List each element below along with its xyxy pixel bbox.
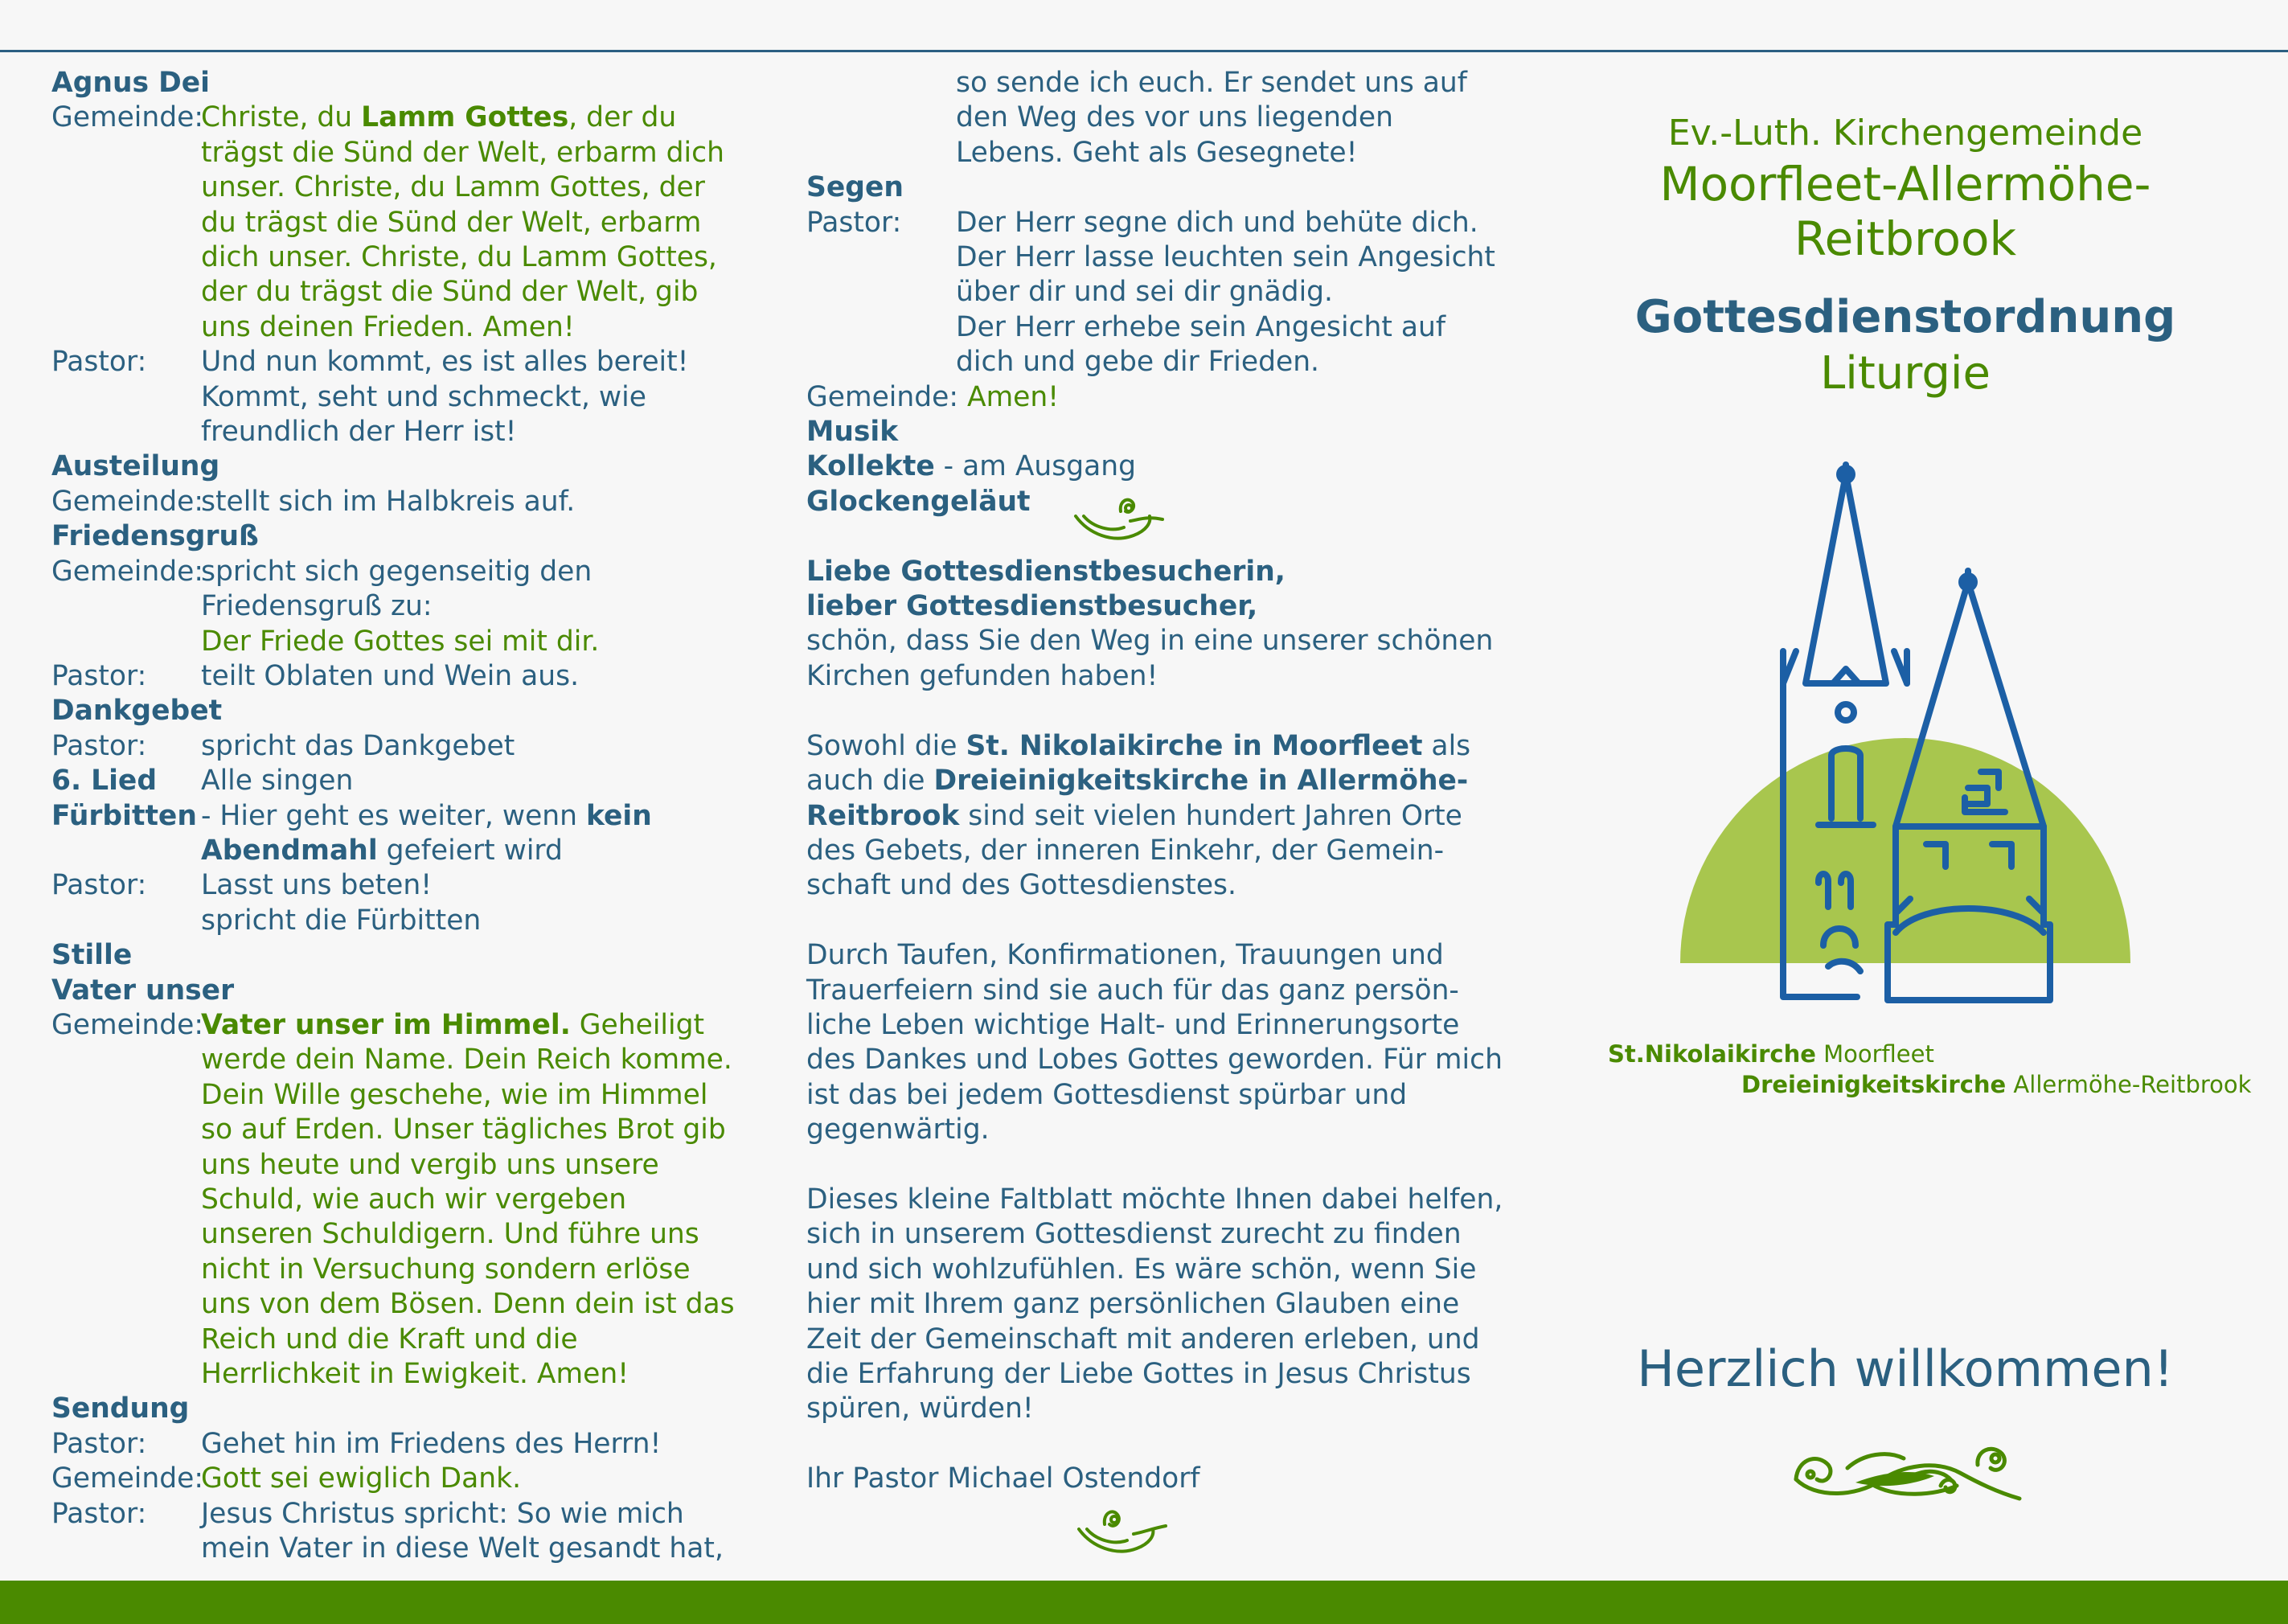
caption-bold: St.Nikolaikirche (1608, 1040, 1816, 1068)
section-heading-lied: 6. Lied (51, 765, 158, 798)
paragraph-4-line: spüren, würden! (806, 1392, 1034, 1425)
speaker-label: Pastor: (806, 206, 902, 239)
speaker-label: Pastor: (51, 346, 147, 379)
fuerbitten-pastor-text: Lasst uns beten! (201, 869, 433, 902)
friedensgruss-row (51, 555, 775, 589)
friedensgruss-green: Der Friede Gottes sei mit dir. (201, 625, 600, 658)
paragraph-4-line: hier mit Ihrem ganz persönlichen Glauben eine (806, 1288, 1460, 1321)
agnus-text-part: , der du (568, 101, 677, 134)
speaker-label: Gemeinde: (51, 555, 203, 588)
paragraph-3-line: gegenwärtig. (806, 1113, 990, 1146)
section-heading-segen: Segen (806, 171, 904, 204)
paragraph-4-line: Zeit der Gemeinschaft mit anderen erleben, und (806, 1323, 1480, 1355)
vater-unser-line: werde dein Name. Dein Reich komme. (201, 1044, 732, 1077)
welcome-text: Herzlich willkommen! (1637, 1339, 2174, 1398)
vater-unser-line: so auf Erden. Unser tägliches Brot gib (201, 1113, 726, 1146)
section-heading-fuerbitten: Fürbitten (51, 799, 197, 832)
speaker-label: Gemeinde: (51, 1008, 203, 1041)
parish-label: Ev.-Luth. Kirchengemeinde (1667, 113, 2143, 154)
fuerbitten-line (51, 834, 775, 868)
section-heading-stille: Stille (51, 939, 133, 972)
dankgebet-row (51, 729, 775, 764)
vater-unser-line: unseren Schuldigern. Und führe uns (201, 1218, 699, 1251)
paragraph-4-line: und sich wohlzufühlen. Es wäre schön, wenn Sie (806, 1253, 1477, 1286)
greeting-text-line: schön, dass Sie den Weg in eine unserer schönen (806, 625, 1494, 658)
p2-part: auch die (806, 765, 934, 798)
vater-unser-row (51, 1008, 775, 1043)
fuerbitten-pastor-line: spricht die Fürbitten (201, 904, 482, 937)
section-heading-musik: Musik (806, 416, 899, 449)
vater-unser-line: uns heute und vergib uns unsere (201, 1148, 659, 1181)
caption-bold: Dreieinigkeitskirche (1741, 1071, 2007, 1098)
section-heading-dankgebet: Dankgebet (51, 695, 223, 728)
agnus-line: dich unser. Christe, du Lamm Gottes, (201, 241, 717, 274)
pastor-line: freundlich der Herr ist! (201, 416, 517, 449)
fuerbitten-text-bold: kein (586, 799, 652, 832)
friedensgruss-line: Friedensgruß zu: (201, 590, 433, 623)
church-logo-icon (1680, 441, 2130, 1019)
speaker-label: Gemeinde: (51, 485, 203, 518)
sendung-gemeinde-row (51, 1462, 775, 1496)
segen-line: über dir und sei dir gnädig. (956, 276, 1334, 309)
flourish-ornament-icon (1072, 492, 1166, 550)
segen-line: Der Herr erhebe sein Angesicht auf (956, 310, 1446, 343)
agnus-row (51, 100, 775, 135)
vater-unser-bold: Vater unser im Himmel. (201, 1008, 571, 1041)
sendung-gemeinde-text: Gott sei ewiglich Dank. (201, 1462, 522, 1495)
sendung-pastor2-text: Jesus Christus spricht: So wie mich (201, 1497, 684, 1530)
bottom-bar (0, 1581, 2288, 1624)
paragraph-4-line: die Erfahrung der Liebe Gottes in Jesus Christus (806, 1357, 1471, 1390)
greeting-text-line: Kirchen gefunden haben! (806, 659, 1158, 692)
paragraph-4-line: Dieses kleine Faltblatt möchte Ihnen dabei helfen, (806, 1183, 1503, 1216)
segen-row (806, 206, 1514, 240)
p2-part: sind seit vielen hundert Jahren Orte (959, 799, 1462, 832)
vater-unser-line: Reich und die Kraft und die (201, 1323, 578, 1355)
caption-rest: Allermöhe-Reitbrook (2006, 1071, 2252, 1098)
greeting-line-1: Liebe Gottesdienstbesucherin, (806, 555, 1285, 588)
agnus-line: der du trägst die Sünd der Welt, gib (201, 276, 699, 309)
paragraph-2-line (806, 764, 1514, 798)
amen-row (806, 380, 1514, 415)
speaker-label: Pastor: (51, 729, 147, 762)
top-rule (0, 50, 2288, 52)
segen-line: Der Herr lasse leuchten sein Angesicht (956, 241, 1495, 274)
sendung-pastor2-row (51, 1497, 775, 1532)
section-heading-glockengelaeut: Glockengeläut (806, 485, 1031, 518)
sendung-pastor-text: Gehet hin im Friedens des Herrn! (201, 1427, 662, 1460)
church-caption-1 (1608, 1040, 1934, 1068)
section-heading-agnus-dei: Agnus Dei (51, 67, 210, 99)
sendung-pastor-row (51, 1427, 775, 1462)
p2-bold: Dreieinigkeitskirche in Allermöhe- (933, 765, 1469, 798)
vater-unser-line: Herrlichkeit in Ewigkeit. Amen! (201, 1358, 629, 1391)
austeilung-row (51, 485, 775, 519)
page-title: Gottesdienstordnung (1634, 291, 2176, 343)
segen-text: Der Herr segne dich und behüte dich. (956, 206, 1478, 239)
lied-text: Alle singen (201, 765, 354, 798)
continuation-line: Lebens. Geht als Gesegnete! (956, 136, 1358, 169)
agnus-text-part: Christe, du (201, 101, 362, 134)
fuerbitten-text (201, 799, 775, 834)
vater-unser-part: Geheiligt (570, 1008, 705, 1041)
austeilung-text: stellt sich im Halbkreis auf. (201, 485, 576, 518)
continuation-line: so sende ich euch. Er sendet uns auf (956, 67, 1467, 99)
speaker-label: Pastor: (51, 869, 147, 902)
section-heading-kollekte: Kollekte (806, 450, 935, 483)
speaker-label: Pastor: (51, 1497, 147, 1530)
paragraph-4-line: sich in unserem Gottesdienst zurecht zu finden (806, 1218, 1462, 1251)
paragraph-3-line: liche Leben wichtige Halt- und Erinnerungsorte (806, 1008, 1460, 1041)
vater-unser-text (201, 1008, 775, 1043)
section-heading-vater-unser: Vater unser (51, 974, 235, 1007)
fuerbitten-text-part: gefeiert wird (377, 834, 563, 867)
caption-rest: Moorfleet (1815, 1040, 1934, 1068)
vater-unser-line: uns von dem Bösen. Denn dein ist das (201, 1288, 735, 1321)
pastor-signature: Ihr Pastor Michael Ostendorf (806, 1462, 1200, 1495)
flourish-ornament-icon (1791, 1436, 2024, 1508)
pastor-row (51, 345, 775, 379)
paragraph-2-line: schaft und des Gottesdienstes. (806, 869, 1236, 902)
agnus-line: unser. Christe, du Lamm Gottes, der (201, 171, 705, 204)
greeting-line-2: lieber Gottesdienstbesucher, (806, 590, 1258, 623)
amen-text: Amen! (966, 380, 1060, 413)
agnus-text-bold: Lamm Gottes (361, 101, 569, 134)
section-heading-sendung: Sendung (51, 1392, 190, 1425)
section-heading-friedensgruss: Friedensgruß (51, 520, 259, 553)
pastor-line: Kommt, seht und schmeckt, wie (201, 380, 646, 413)
paragraph-2-line (806, 729, 1514, 764)
p2-bold: St. Nikolaikirche in Moorfleet (966, 729, 1423, 762)
continuation-line: den Weg des vor uns liegenden (956, 101, 1393, 134)
speaker-label: Gemeinde: (806, 380, 967, 413)
church-caption-2 (1741, 1071, 2251, 1098)
paragraph-3-line: ist das bei jedem Gottesdienst spürbar und (806, 1078, 1408, 1111)
kollekte-row (806, 449, 1514, 484)
speaker-label: Gemeinde: (51, 101, 203, 134)
p2-part: Sowohl die (806, 729, 966, 762)
fuerbitten-text-part: - Hier geht es weiter, wenn (201, 799, 587, 832)
parish-name: Moorfleet-Allermöhe-Reitbrook (1659, 157, 2151, 266)
paragraph-3-line: Durch Taufen, Konfirmationen, Trauungen und (806, 939, 1444, 972)
liturgy-column-1 (51, 66, 775, 1566)
agnus-line: du trägst die Sünd der Welt, erbarm (201, 206, 702, 239)
vater-unser-line: Schuld, wie auch wir vergeben (201, 1183, 627, 1216)
speaker-label: Pastor: (51, 1427, 147, 1460)
section-heading-austeilung: Austeilung (51, 450, 220, 483)
friedensgruss-pastor-text: teilt Oblaten und Wein aus. (201, 659, 580, 692)
fuerbitten-text-bold: Abendmahl (201, 834, 378, 867)
agnus-line: uns deinen Frieden. Amen! (201, 310, 575, 343)
agnus-text (201, 100, 775, 135)
fuerbitten-row (51, 799, 775, 834)
p2-bold: Reitbrook (806, 799, 960, 832)
speaker-label: Pastor: (51, 659, 147, 692)
vater-unser-line: Dein Wille geschehe, wie im Himmel (201, 1078, 708, 1111)
pastor-text: Und nun kommt, es ist alles bereit! (201, 346, 689, 379)
dankgebet-text: spricht das Dankgebet (201, 729, 515, 762)
flourish-ornament-icon (1076, 1505, 1169, 1563)
sendung-pastor2-line: mein Vater in diese Welt gesandt hat, (201, 1532, 724, 1565)
speaker-label: Gemeinde: (51, 1462, 203, 1495)
paragraph-2-line (806, 799, 1514, 834)
paragraph-3-line: Trauerfeiern sind sie auch für das ganz persön- (806, 974, 1459, 1007)
fuerbitten-pastor-row (51, 868, 775, 903)
paragraph-2-line: des Gebets, der inneren Einkehr, der Gemein- (806, 834, 1445, 867)
friedensgruss-text: spricht sich gegenseitig den (201, 555, 593, 588)
lied-row (51, 764, 775, 798)
segen-line: dich und gebe dir Frieden. (956, 346, 1320, 379)
paragraph-3-line: des Dankes und Lobes Gottes geworden. Für mich (806, 1044, 1503, 1077)
friedensgruss-pastor-row (51, 659, 775, 694)
liturgy-column-2 (806, 66, 1514, 1497)
agnus-line: trägst die Sünd der Welt, erbarm dich (201, 136, 724, 169)
p2-part: als (1422, 729, 1471, 762)
page-subtitle: Liturgie (1820, 347, 1991, 400)
vater-unser-line: nicht in Versuchung sondern erlöse (201, 1253, 691, 1286)
kollekte-text: - am Ausgang (934, 450, 1137, 483)
